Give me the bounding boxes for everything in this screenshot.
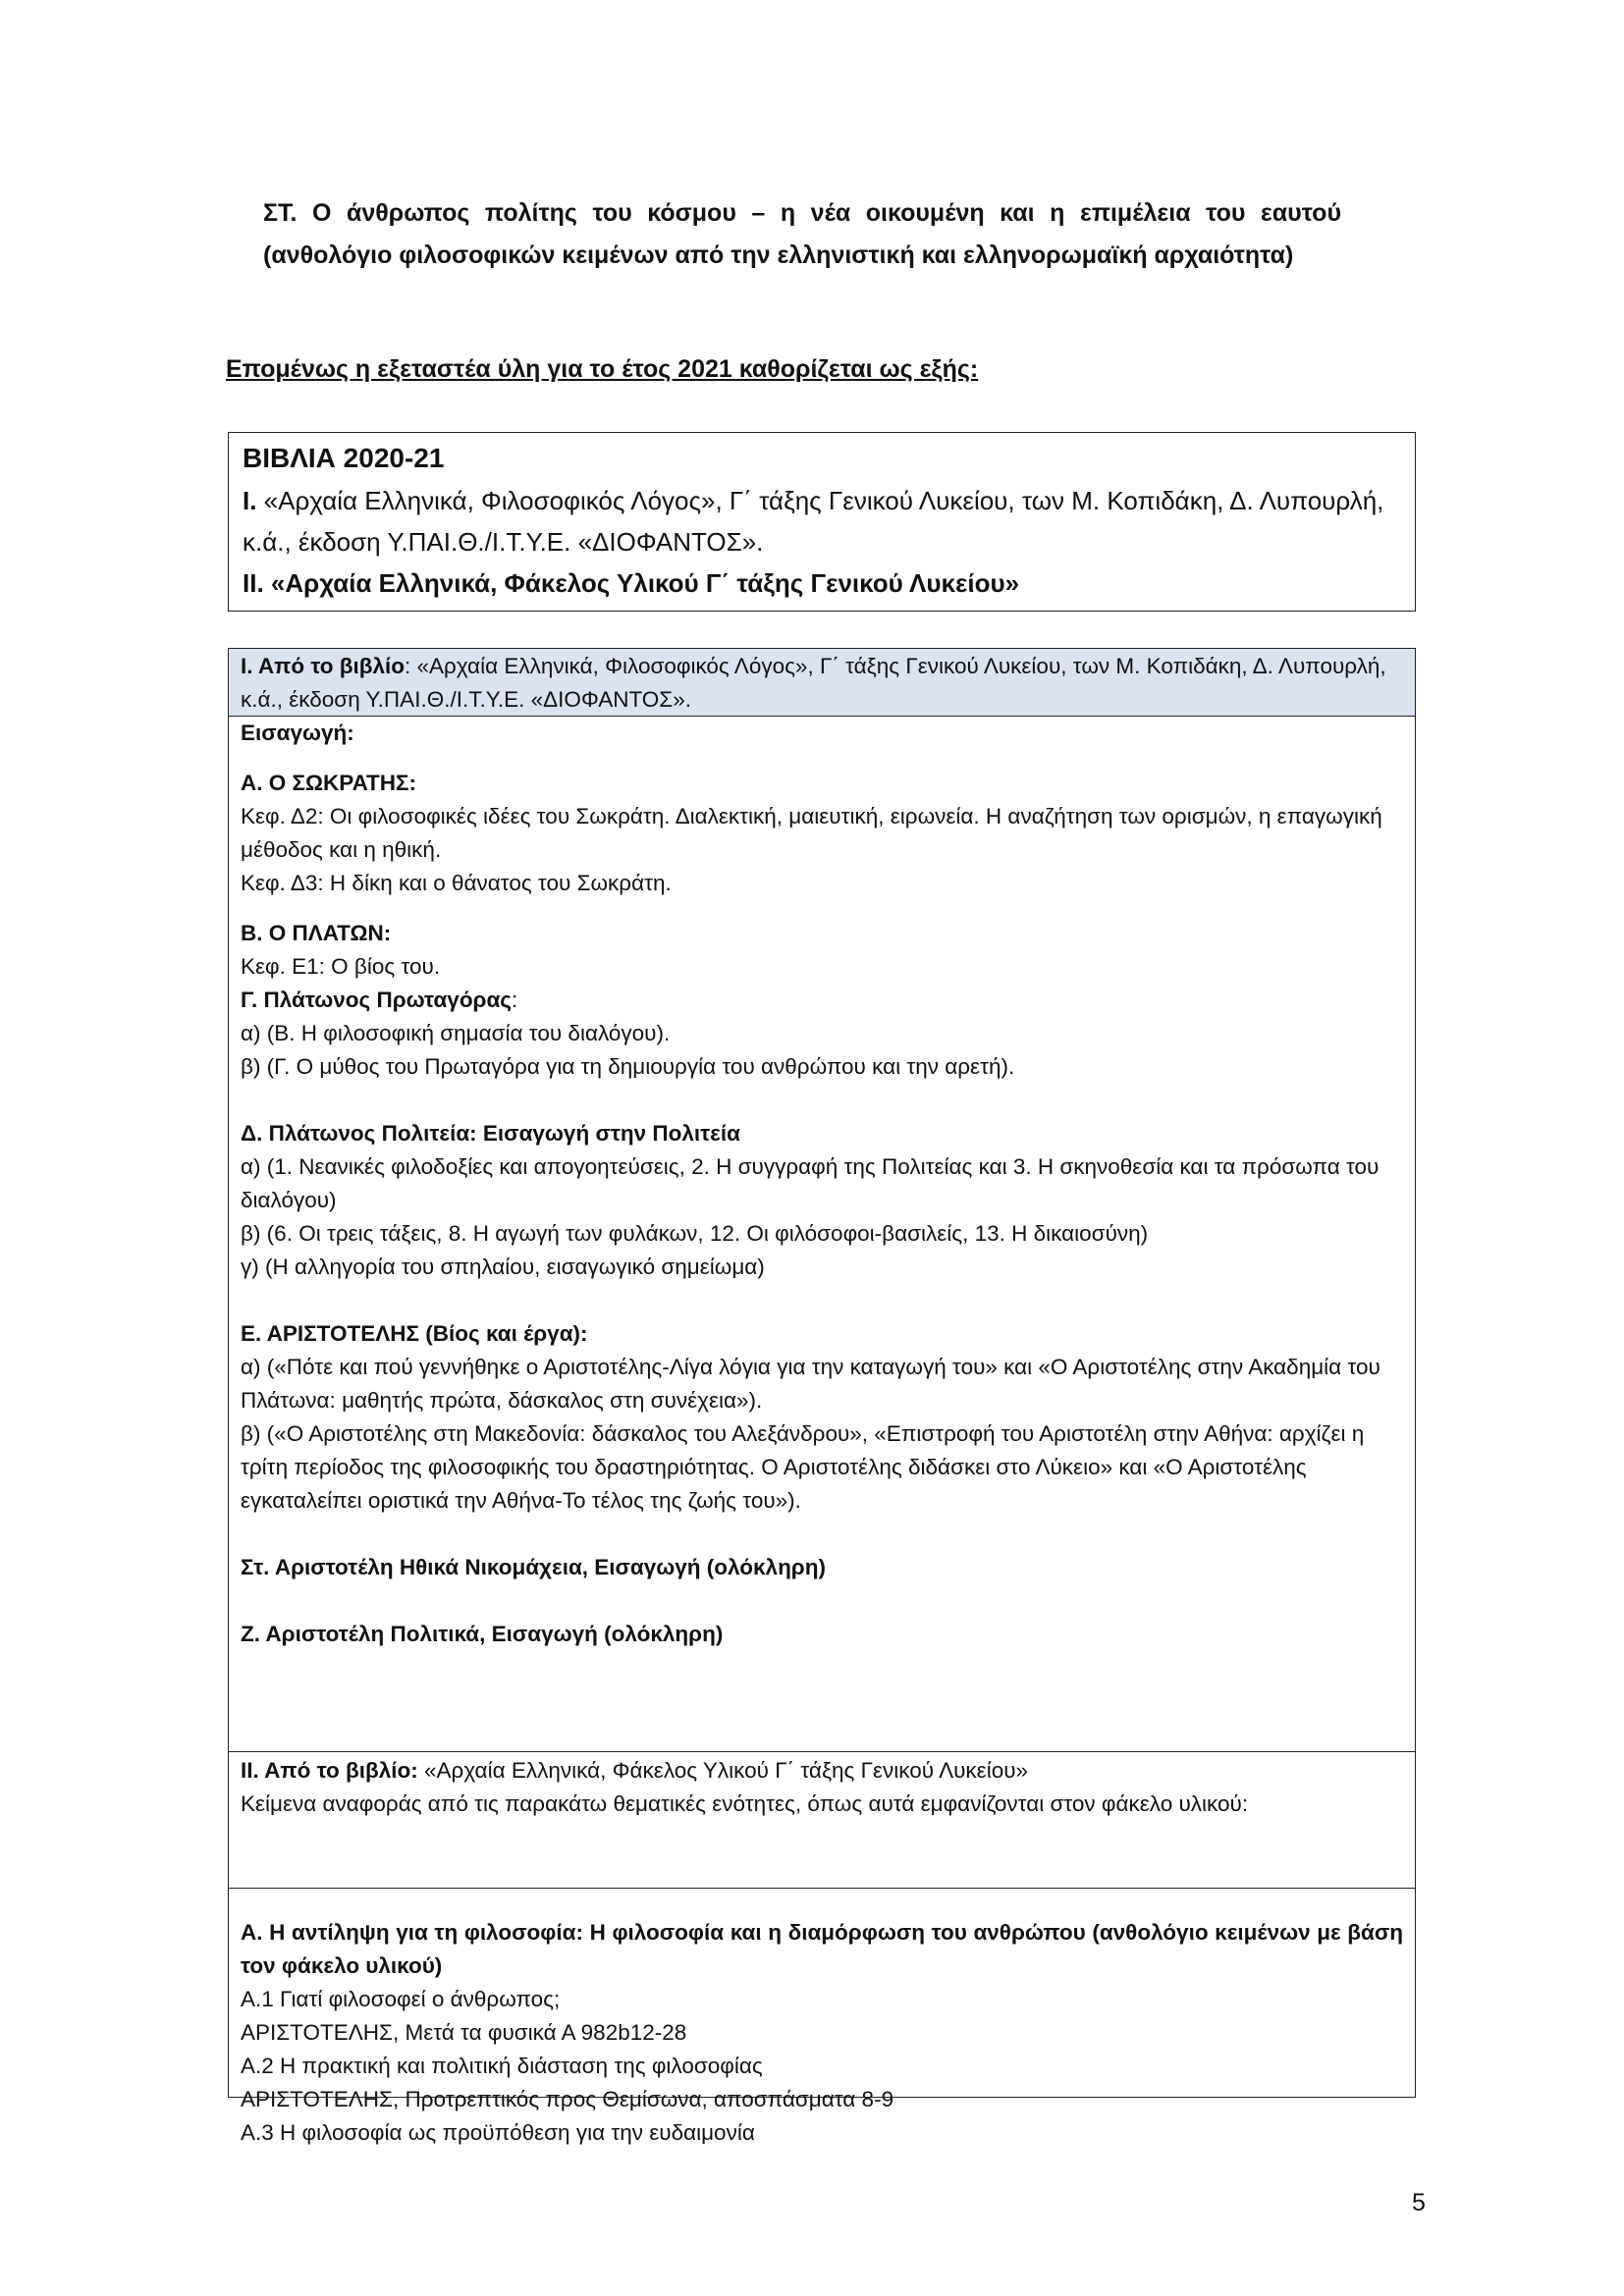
politeia-title: Δ. Πλάτωνος Πολιτεία: Εισαγωγή στην Πολιτεία <box>241 1121 740 1146</box>
protagoras-line: α) (Β. Η φιλοσοφική σημασία του διαλόγου). <box>241 1021 671 1045</box>
section-1-body <box>229 717 1415 1752</box>
nicomachean-ethics-line: Στ. Αριστοτέλη Ηθικά Νικομάχεια, Εισαγωγή (ολόκληρη) <box>241 1555 826 1579</box>
socrates-line: Κεφ. Δ2: Οι φιλοσοφικές ιδέες του Σωκράτη. Διαλεκτική, μαιευτική, ειρωνεία. Η αναζήτηση των ορισμών, η επαγωγική μέθοδος και η ηθική. <box>241 804 1382 862</box>
section-1-header-text: : «Αρχαία Ελληνικά, Φιλοσοφικός Λόγος», Γ΄ τάξης Γενικού Λυκείου, των Μ. Κοπιδάκη, Δ. Λυπουρλή, κ.ά., έκδοση Υ.ΠΑΙ.Θ./Ι.Τ.Υ.Ε. «ΔΙΟΦΑΝΤΟΣ». <box>241 654 1386 712</box>
section-3-line: Α.1 Γιατί φιλοσοφεί ο άνθρωπος; <box>241 1987 561 2011</box>
section-3-title: Α. Η αντίληψη για τη φιλοσοφία: Η φιλοσοφία και η διαμόρφωση του ανθρώπου (ανθολόγιο κειμένων με βάση τον φάκελο υλικού) <box>241 1920 1403 1978</box>
introduction-label: Εισαγωγή: <box>241 721 354 745</box>
books-box <box>228 432 1416 612</box>
books-item-1-text: «Αρχαία Ελληνικά, Φιλοσοφικός Λόγος», Γ΄ τάξης Γενικού Λυκείου, των Μ. Κοπιδάκη, Δ. Λυπουρλή, κ.ά., έκδοση Υ.ΠΑΙ.Θ./Ι.Τ.Υ.Ε. «ΔΙΟΦΑΝΤΟΣ». <box>243 486 1384 557</box>
protagoras-line: β) (Γ. Ο μύθος του Πρωταγόρα για τη δημιουργία του ανθρώπου και την αρετή). <box>241 1054 1015 1079</box>
page-number: 5 <box>1412 2189 1426 2216</box>
section-1-header <box>229 649 1415 717</box>
section-3-line: Α.3 Η φιλοσοφία ως προϋπόθεση για την ευδαιμονία <box>241 2120 755 2145</box>
section-3-line: ΑΡΙΣΤΟΤΕΛΗΣ, Μετά τα φυσικά Α 982b12-28 <box>241 2020 687 2045</box>
books-item-1-number: Ι. <box>243 486 257 515</box>
section-2-header-label: ΙΙ. Από το βιβλίο: <box>241 1758 425 1783</box>
politeia-line: γ) (Η αλληγορία του σπηλαίου, εισαγωγικό σημείωμα) <box>241 1255 765 1279</box>
politeia-line: α) (1. Νεανικές φιλοδοξίες και απογοητεύσεις, 2. Η συγγραφή της Πολιτείας και 3. Η σκηνοθεσία και τα πρόσωπα του διαλόγου) <box>241 1154 1380 1212</box>
protagoras-title <box>241 984 1403 1017</box>
section-2-header <box>241 1754 1403 1788</box>
aristotle-title: Ε. ΑΡΙΣΤΟΤΕΛΗΣ (Βίος και έργα): <box>241 1321 588 1346</box>
intro-heading: ΣΤ. Ο άνθρωπος πολίτης του κόσμου – η νέα οικουμένη και η επιμέλεια του εαυτού (ανθολόγιο φιλοσοφικών κειμένων από την ελληνιστική και ελληνορωμαϊκή αρχαιότητα) <box>263 199 1341 269</box>
exam-material-notice: Επομένως η εξεταστέα ύλη για το έτος 2021 καθορίζεται ως εξής: <box>226 355 979 383</box>
books-item-1 <box>243 480 1401 562</box>
section-2-header-text: «Αρχαία Ελληνικά, Φάκελος Υλικού Γ΄ τάξης Γενικού Λυκείου» <box>424 1758 1029 1783</box>
books-item-2: ΙΙ. «Αρχαία Ελληνικά, Φάκελος Υλικού Γ΄ τάξης Γενικού Λυκείου» <box>243 568 1020 598</box>
aristotle-line: α) («Πότε και πού γεννήθηκε ο Αριστοτέλης-Λίγα λόγια για την καταγωγή του» και «Ο Αριστοτέλης στην Ακαδημία του Πλάτωνα: μαθητής πρώτα, δάσκαλος στη συνέχεια»). <box>241 1355 1380 1413</box>
section-3-line: Α.2 Η πρακτική και πολιτική διάσταση της φιλοσοφίας <box>241 2054 763 2078</box>
plato-title: Β. Ο ΠΛΑΤΩΝ: <box>241 921 392 945</box>
politics-line: Ζ. Αριστοτέλη Πολιτικά, Εισαγωγή (ολόκληρη) <box>241 1622 724 1646</box>
socrates-title: Α. Ο ΣΩΚΡΑΤΗΣ: <box>241 771 417 795</box>
socrates-line: Κεφ. Δ3: Η δίκη και ο θάνατος του Σωκράτη. <box>241 871 672 895</box>
section-2 <box>229 1752 1415 1889</box>
section-3 <box>229 1889 1415 2150</box>
protagoras-title-colon: : <box>512 988 518 1012</box>
section-2-description: Κείμενα αναφοράς από τις παρακάτω θεματικές ενότητες, όπως αυτά εμφανίζονται στον φάκελο υλικού: <box>241 1791 1249 1816</box>
section-3-line: ΑΡΙΣΤΟΤΕΛΗΣ, Προτρεπτικός προς Θεμίσωνα, αποσπάσματα 8-9 <box>241 2087 894 2111</box>
books-title: ΒΙΒΛΙΑ 2020-21 <box>243 443 445 473</box>
syllabus-table <box>228 648 1416 2145</box>
protagoras-title-text: Γ. Πλάτωνος Πρωταγόρας <box>241 988 513 1012</box>
aristotle-line: β) («Ο Αριστοτέλης στη Μακεδονία: δάσκαλος του Αλεξάνδρου», «Επιστροφή του Αριστοτέλη στην Αθήνα: αρχίζει η τρίτη περίοδος της φιλοσοφικής του δραστηριότητας. Ο Αριστοτέλης διδάσκει στο Λύκειο» και «Ο Αριστοτέλης εγκαταλείπει οριστικά την Αθήνα-Το τέλος της ζωής του»). <box>241 1421 1365 1513</box>
plato-line: Κεφ. Ε1: Ο βίος του. <box>241 954 441 979</box>
section-1-header-label: Ι. Από το βιβλίο <box>241 654 406 678</box>
politeia-line: β) (6. Οι τρεις τάξεις, 8. Η αγωγή των φυλάκων, 12. Οι φιλόσοφοι-βασιλείς, 13. Η δικαιοσύνη) <box>241 1221 1149 1246</box>
